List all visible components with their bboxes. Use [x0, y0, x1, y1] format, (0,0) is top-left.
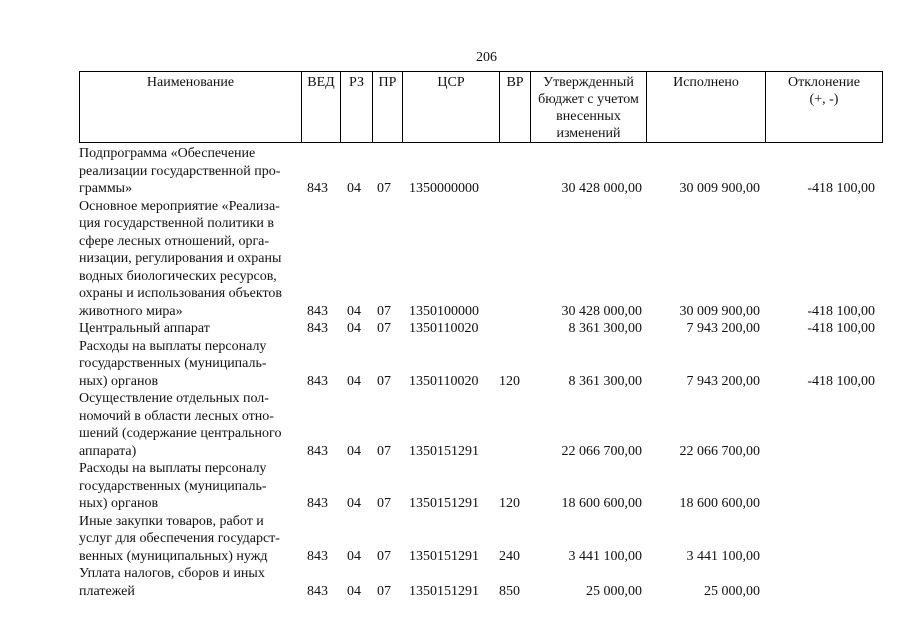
header-approved-line: Утвержденный — [543, 75, 634, 90]
cell-vr: 240 — [499, 548, 520, 564]
cell-rz: 04 — [347, 373, 361, 389]
cell-rz: 04 — [347, 443, 361, 459]
row-name-line: шений (содержание центрального — [79, 426, 282, 441]
cell-pr: 07 — [377, 321, 391, 336]
row-name-line: Расходы на выплаты персоналу — [79, 338, 267, 354]
cell-ved: 843 — [307, 303, 328, 319]
cell-deviation: -418 100,00 — [807, 181, 875, 196]
cell-csr: 1350100000 — [409, 303, 479, 319]
cell-executed: 18 600 600,00 — [679, 496, 760, 511]
table-row — [79, 320, 889, 338]
row-name-line: венных (муниципальных) нужд — [79, 548, 268, 564]
table-row — [79, 565, 889, 600]
cell-rz: 04 — [347, 303, 361, 319]
table-row — [79, 513, 889, 566]
cell-approved: 8 361 300,00 — [568, 321, 642, 336]
row-name-line: Центральный аппарат — [79, 321, 210, 336]
cell-deviation: -418 100,00 — [807, 321, 875, 336]
row-name-line: Основное мероприятие «Реализа- — [79, 198, 280, 214]
cell-ved: 843 — [307, 321, 328, 336]
header-deviation-line: Отклонение — [788, 75, 860, 90]
header-deviation — [766, 72, 882, 142]
cell-csr: 1350000000 — [409, 181, 479, 196]
row-name-line: низации, регулирования и охраны — [79, 251, 282, 266]
header-pr-text: ПР — [378, 75, 397, 90]
header-ved — [302, 72, 341, 142]
row-name-line: ция государственной политики в — [79, 216, 275, 231]
row-name — [79, 320, 301, 338]
header-approved-line: внесенных — [556, 109, 621, 124]
cell-approved: 22 066 700,00 — [561, 443, 642, 459]
header-executed — [647, 72, 766, 142]
table-row — [79, 460, 889, 513]
header-name-text: Наименование — [146, 75, 235, 90]
header-rz — [341, 72, 373, 142]
row-name-line: услуг для обеспечения государст- — [79, 531, 280, 546]
header-ved-text: ВЕД — [307, 75, 335, 90]
row-name — [79, 390, 301, 460]
cell-executed: 30 009 900,00 — [679, 303, 760, 319]
cell-pr: 07 — [377, 548, 391, 564]
cell-approved: 25 000,00 — [586, 583, 642, 599]
cell-csr: 1350151291 — [409, 496, 479, 511]
cell-csr: 1350110020 — [409, 373, 479, 389]
cell-approved: 18 600 600,00 — [561, 496, 642, 511]
row-name-line: Уплата налогов, сборов и иных — [79, 566, 265, 581]
cell-rz: 04 — [347, 496, 361, 511]
header-approved-line: изменений — [556, 126, 621, 141]
cell-vr: 850 — [499, 583, 520, 599]
cell-rz: 04 — [347, 321, 361, 336]
row-name-line: государственных (муниципаль- — [79, 356, 267, 371]
cell-vr: 120 — [499, 373, 520, 389]
row-name-line: государственных (муниципаль- — [79, 478, 267, 494]
table-row — [79, 145, 889, 198]
cell-approved: 30 428 000,00 — [561, 181, 642, 196]
row-name — [79, 460, 301, 513]
row-name-line: Иные закупки товаров, работ и — [79, 513, 264, 529]
cell-vr: 120 — [499, 496, 520, 511]
cell-rz: 04 — [347, 548, 361, 564]
page-number: 206 — [476, 50, 497, 65]
cell-ved: 843 — [307, 548, 328, 564]
cell-executed: 25 000,00 — [704, 583, 760, 599]
cell-executed: 22 066 700,00 — [679, 443, 760, 459]
row-name-line: реализации государственной про- — [79, 163, 281, 179]
row-name-line: Подпрограмма «Обеспечение — [79, 146, 256, 161]
cell-csr: 1350151291 — [409, 443, 479, 459]
row-name — [79, 513, 301, 566]
row-name-line: платежей — [79, 583, 135, 599]
header-executed-text: Исполнено — [673, 75, 739, 90]
table-row — [79, 338, 889, 391]
cell-csr: 1350151291 — [409, 548, 479, 564]
cell-ved: 843 — [307, 496, 328, 511]
row-name-line: ных) органов — [79, 496, 159, 511]
cell-pr: 07 — [377, 303, 391, 319]
row-name-line: номочий в области лесных отно- — [79, 408, 274, 424]
row-name-line: ных) органов — [79, 373, 159, 389]
row-name — [79, 145, 301, 198]
cell-rz: 04 — [347, 181, 361, 196]
cell-pr: 07 — [377, 181, 391, 196]
row-name — [79, 565, 301, 600]
cell-executed: 3 441 100,00 — [686, 548, 760, 564]
row-name-line: Осуществление отдельных пол- — [79, 391, 269, 406]
row-name-line: животного мира» — [79, 303, 183, 319]
cell-ved: 843 — [307, 373, 328, 389]
header-vr — [500, 72, 531, 142]
header-csr-text: ЦСР — [437, 75, 465, 90]
cell-pr: 07 — [377, 496, 391, 511]
header-pr — [373, 72, 403, 142]
cell-deviation: -418 100,00 — [807, 303, 875, 319]
cell-ved: 843 — [307, 583, 328, 599]
cell-csr: 1350151291 — [409, 583, 479, 599]
row-name-line: водных биологических ресурсов, — [79, 268, 277, 284]
row-name-line: охраны и использования объектов — [79, 286, 283, 301]
cell-approved: 8 361 300,00 — [568, 373, 642, 389]
cell-ved: 843 — [307, 443, 328, 459]
header-rz-text: РЗ — [349, 75, 364, 90]
header-deviation-line: (+, -) — [809, 92, 839, 107]
cell-approved: 3 441 100,00 — [568, 548, 642, 564]
row-name-line: аппарата) — [79, 443, 137, 459]
cell-ved: 843 — [307, 181, 328, 196]
row-name-line: граммы» — [79, 181, 133, 196]
table-header — [79, 71, 883, 143]
row-name — [79, 338, 301, 391]
row-name-line: Расходы на выплаты персоналу — [79, 461, 267, 476]
header-approved-line: бюджет с учетом — [538, 92, 639, 107]
cell-executed: 7 943 200,00 — [686, 321, 760, 336]
header-approved — [531, 72, 647, 142]
cell-executed: 30 009 900,00 — [679, 181, 760, 196]
row-name-line: сфере лесных отношений, орга- — [79, 233, 270, 249]
header-csr — [403, 72, 500, 142]
header-name — [80, 72, 302, 142]
cell-deviation: -418 100,00 — [807, 373, 875, 389]
cell-executed: 7 943 200,00 — [686, 373, 760, 389]
cell-pr: 07 — [377, 373, 391, 389]
cell-csr: 1350110020 — [409, 321, 479, 336]
cell-pr: 07 — [377, 443, 391, 459]
cell-approved: 30 428 000,00 — [561, 303, 642, 319]
table-row — [79, 390, 889, 460]
header-vr-text: ВР — [506, 75, 524, 90]
row-name — [79, 198, 301, 321]
cell-pr: 07 — [377, 583, 391, 599]
table-row — [79, 198, 889, 321]
table-body — [79, 145, 889, 600]
cell-rz: 04 — [347, 583, 361, 599]
